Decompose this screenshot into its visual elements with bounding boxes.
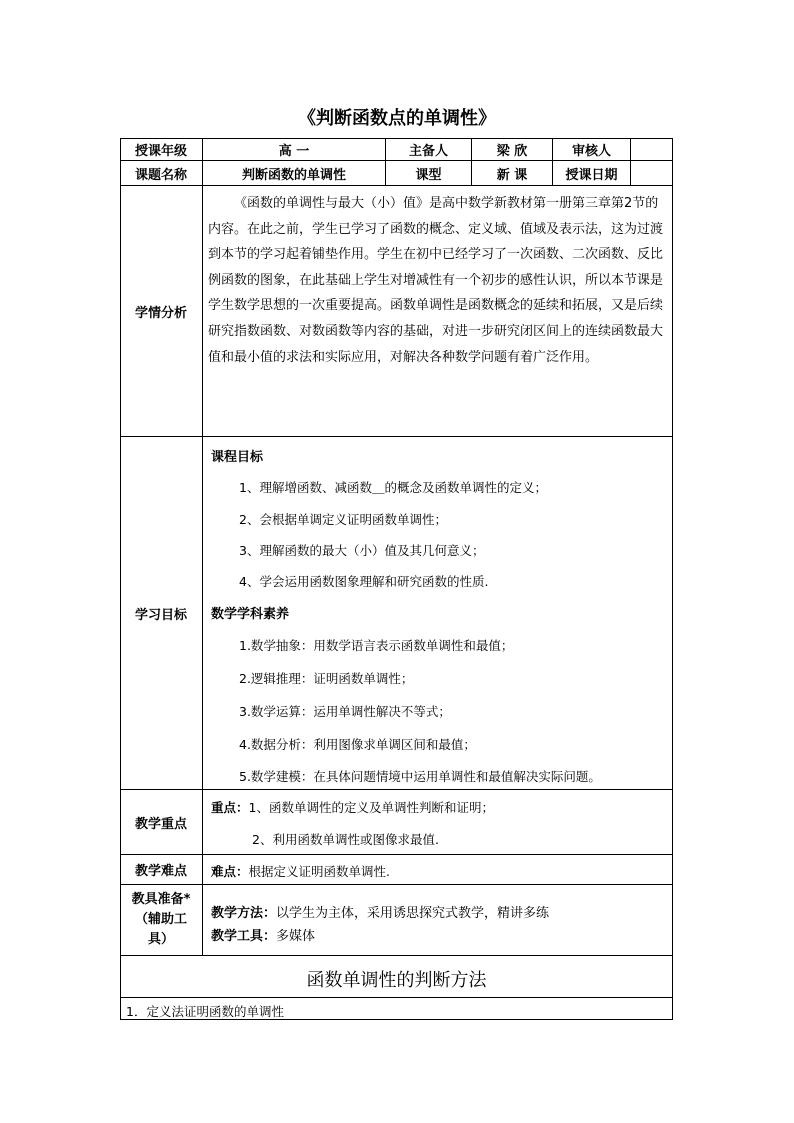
key-points-text-1: 1、函数单调性的定义及单调性判断和证明；: [248, 800, 494, 815]
grade-value: 高 一: [203, 138, 386, 161]
literacy-item: 5.数学建模：在具体问题情境中运用单调性和最值解决实际问题。: [239, 769, 601, 784]
course-goal-item: 2、会根据单调定义证明函数单调性；: [239, 512, 447, 527]
reviewer-value: [631, 138, 673, 161]
lesson-plan-table: [120, 138, 673, 1020]
key-points-label: 教学重点: [120, 790, 203, 855]
section-title: 函数单调性的判断方法: [306, 970, 487, 991]
course-goal-item: 3、理解函数的最大（小）值及其几何意义；: [239, 543, 485, 558]
section-first-item: 1．定义法证明函数的单调性: [126, 1004, 284, 1019]
grade-label: 授课年级: [120, 138, 203, 161]
date-value: [631, 161, 673, 186]
preparer-value: 梁 欣: [472, 138, 553, 161]
difficulty-text: 根据定义证明函数单调性.: [248, 864, 390, 879]
key-points-prefix: 重点：: [211, 800, 249, 815]
course-goal-item: 1、理解增函数、减函数＿的概念及函数单调性的定义；: [239, 480, 547, 495]
method-label: 教学方法：: [211, 906, 277, 921]
topic-label: 课题名称: [120, 161, 203, 186]
tools-label: [120, 885, 203, 956]
literacy-item: 3.数学运算：运用单调性解决不等式；: [239, 704, 451, 719]
literacy-item: 2.逻辑推理：证明函数单调性；: [239, 671, 414, 686]
date-label: 授课日期: [553, 161, 631, 186]
course-goals-heading: 课程目标: [211, 450, 264, 465]
key-points-line-1: [211, 798, 494, 816]
preparer-label: 主备人: [386, 138, 472, 161]
analysis-text: 《函数的单调性与最大（小）值》是高中数学新教材第一册第三章第2节的内容。在此之前，学生已学习了函数的概念、定义域、值域及表示法，这为过渡到本节的学习起着铺垫作用。学生在初中已经学习了一次函数、二次函数、反比例函数的图象，在此基础上学生对增减性有一个初步的感性认识，所以本节课是学生数学思想的一次重要提高。函数单调性是函数概念的延续和拓展，又是后续研究指数函数、对数函数等内容的基础，对进一步研究闭区间上的连续函数最大值和最小值的求法和实际应用，对解决各种数学问题有着广泛作用。: [208, 196, 664, 365]
difficulty-line: [211, 862, 390, 880]
method-text: 以学生为主体，采用诱思探究式教学，精讲多练: [276, 906, 550, 921]
tool-line: [211, 925, 315, 944]
type-label: 课型: [386, 161, 472, 186]
analysis-label: 学情分析: [120, 186, 203, 437]
literacy-item: 4.数据分析：利用图像求单调区间和最值；: [239, 737, 476, 752]
difficulty-prefix: 难点：: [211, 864, 249, 879]
literacy-heading: 数学学科素养: [211, 607, 290, 622]
type-value: 新 课: [472, 161, 553, 186]
tools-label-line-2: （辅助工: [134, 912, 187, 927]
difficulty-label: 教学难点: [120, 855, 203, 885]
tool-label: 教学工具：: [211, 929, 277, 944]
tools-label-line-3: 具）: [147, 932, 174, 947]
topic-value: 判断函数的单调性: [203, 161, 386, 186]
method-line: [211, 902, 549, 921]
objectives-label: 学习目标: [120, 437, 203, 790]
course-goal-item: 4、学会运用函数图象理解和研究函数的性质.: [239, 574, 489, 589]
reviewer-label: 审核人: [553, 138, 631, 161]
tools-label-line-1: 教具准备*: [131, 892, 191, 907]
literacy-item: 1.数学抽象：用数学语言表示函数单调性和最值；: [239, 638, 514, 653]
tool-text: 多媒体: [276, 929, 316, 944]
key-points-text-2: 2、利用函数单调性或图像求最值.: [252, 832, 439, 847]
page-title: 《判断函数点的单调性》: [298, 108, 496, 129]
